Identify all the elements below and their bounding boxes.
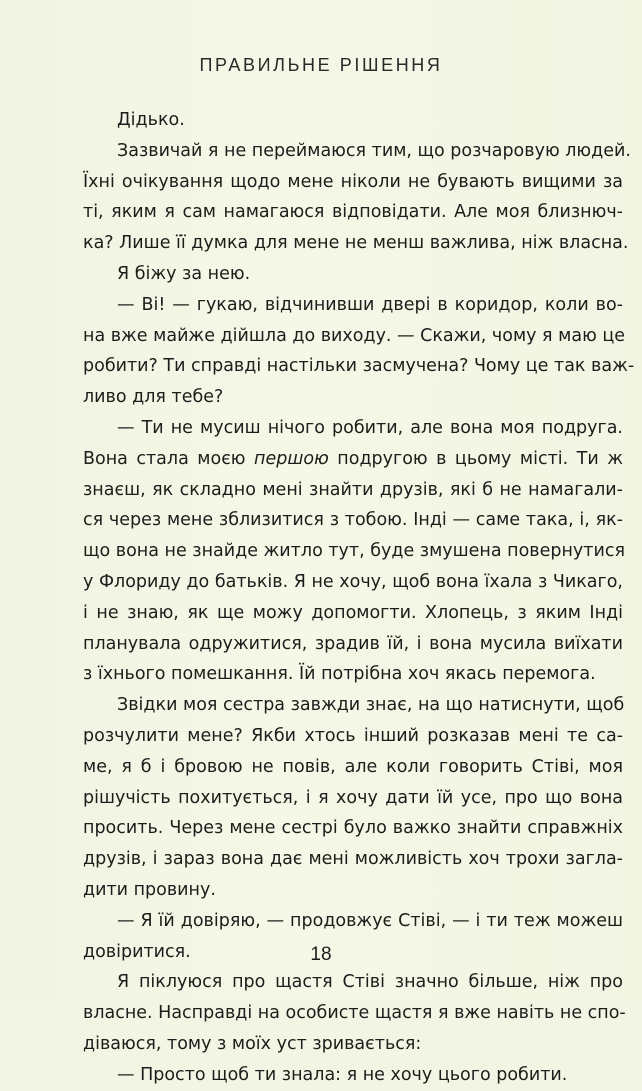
text-line: Дідько.: [117, 110, 185, 130]
text-line: довіритися.: [83, 941, 191, 962]
text-line: ся через мене зблизитися з тобою. Інді — саме така, і, як-: [83, 510, 623, 531]
page-number: 18: [310, 944, 332, 965]
text-line: просить. Через мене сестрі було важко знайти справжніх: [83, 818, 623, 839]
text-line: Зазвичай я не переймаюся тим, що розчаровую людей.: [117, 140, 631, 161]
text-line: ка? Лише її думка для мене не менш важлива, ніж власна.: [83, 233, 629, 254]
text-line: ті, яким я сам намагаюся відповідати. Але моя близнюч-: [83, 202, 623, 223]
body-text: [83, 105, 635, 1091]
text-line: Я піклуюся про щастя Стіві значно більше, ніж про: [117, 972, 623, 993]
text-line: з їхнього помешкання. Їй потрібна хоч якась перемога.: [83, 664, 596, 685]
text-line: і не знаю, як ще можу допомогти. Хлопець, з яким Інді: [83, 602, 623, 623]
text-line: — Просто щоб ти знала: я не хочу цього робити.: [117, 1064, 568, 1085]
emphasized-word: першою: [254, 448, 329, 469]
text-line: — Ти не мусиш нічого робити, але вона моя подруга.: [117, 417, 623, 438]
running-head: ПРАВИЛЬНЕ РІШЕННЯ: [199, 55, 443, 75]
text-line: — Я їй довіряю, — продовжує Стіві, — і ти теж можеш: [117, 910, 623, 931]
text-line: ме, я б і бровою не повів, але коли говорить Стіві, моя: [83, 756, 623, 777]
text-line: ливо для тебе?: [83, 387, 224, 408]
text-line: знаєш, як складно мені знайти друзів, які б не намагали-: [83, 479, 623, 500]
text-line: власне. Насправді на особисте щастя я вже навіть не спо-: [83, 1003, 626, 1024]
text-line: робити? Ти справді настільки засмучена? Чому це так важ-: [83, 356, 635, 377]
text-line: друзів, і зараз вона дає мені можливість хоч трохи загла-: [83, 849, 623, 870]
text-line: Їхні очікування щодо мене ніколи не бувають вищими за: [83, 171, 623, 192]
text-line: Я біжу за нею.: [117, 263, 251, 284]
text-line: — Ві! — гукаю, відчинивши двері в коридор, коли во-: [117, 294, 623, 315]
text-line: діваюся, тому з моїх уст зривається:: [83, 1033, 422, 1054]
text-line: дити провину.: [83, 879, 216, 900]
text-line: що вона не знайде житло тут, буде змушена повернутися: [83, 541, 626, 562]
text-line: розчулити мене? Якби хтось інший розказав мені те са-: [83, 725, 623, 746]
text-line: Вона стала моєю першою подругою в цьому місті. Ти ж: [83, 448, 623, 469]
text-line: Звідки моя сестра завжди знає, на що натиснути, щоб: [117, 695, 625, 716]
text-line: рішучість похитується, і я хочу дати їй усе, про що вона: [83, 787, 623, 808]
text-line: на вже майже дійшла до виходу. — Скажи, чому я маю це: [83, 325, 626, 346]
text-line: планувала одружитися, зрадив їй, і вона мусила виїхати: [83, 633, 623, 654]
text-line: у Флориду до батьків. Я не хочу, щоб вона їхала з Чикаго,: [83, 571, 623, 592]
